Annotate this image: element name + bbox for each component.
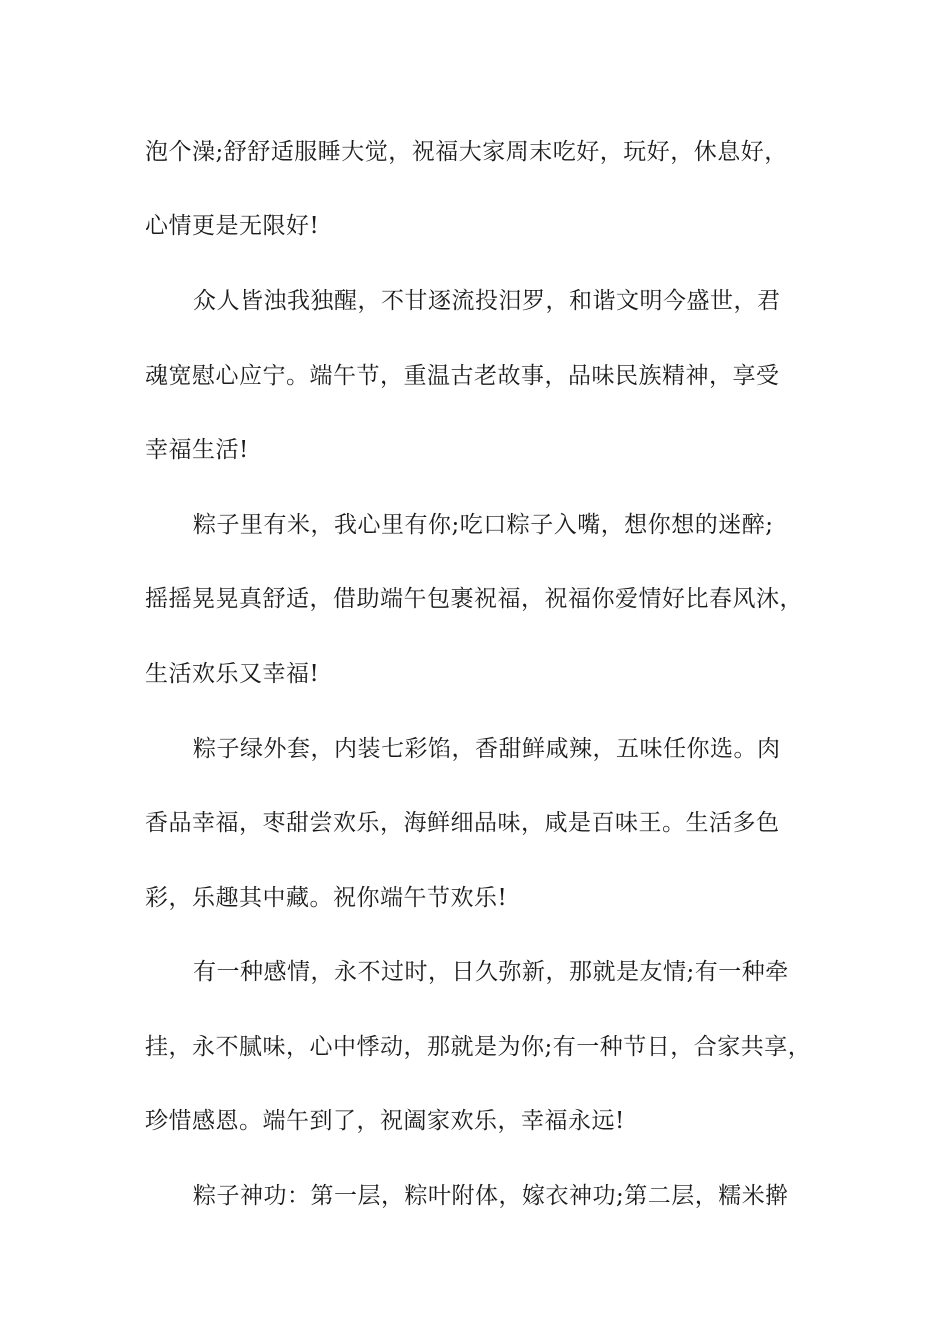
text-line: 珍惜感恩。端午到了，祝阖家欢乐，幸福永远! — [145, 1108, 625, 1134]
paragraph-start-line: 有一种感情，永不过时，日久弥新，那就是友情;有一种牵 — [193, 959, 789, 985]
text-line: 彩，乐趣其中藏。祝你端午节欢乐! — [145, 885, 508, 911]
paragraph-start-line: 粽子绿外套，内装七彩馅，香甜鲜咸辣，五味任你选。肉 — [193, 736, 781, 762]
text-line: 魂宽慰心应宁。端午节，重温古老故事，品味民族精神，享受 — [145, 363, 780, 389]
text-line: 摇摇晃晃真舒适，借助端午包裹祝福，祝福你爱情好比春风沐， — [145, 586, 803, 612]
paragraph-start-line: 众人皆浊我独醒，不甘逐流投汨罗，和谐文明今盛世，君 — [193, 288, 781, 314]
text-line: 心情更是无限好! — [145, 213, 320, 239]
text-line: 挂，永不腻味，心中悸动，那就是为你;有一种节日，合家共享， — [145, 1034, 812, 1060]
text-line: 香品幸福，枣甜尝欢乐，海鲜细品味，咸是百味王。生活多色 — [145, 810, 780, 836]
paragraph-start-line: 粽子里有米，我心里有你;吃口粽子入嘴，想你想的迷醉; — [193, 512, 774, 538]
paragraph-start-line: 粽子神功：第一层，粽叶附体，嫁衣神功;第二层，糯米擀 — [193, 1183, 789, 1209]
text-line: 生活欢乐又幸福! — [145, 661, 320, 687]
text-line: 泡个澡;舒舒适服睡大觉，祝福大家周末吃好，玩好，休息好， — [145, 139, 788, 165]
text-line: 幸福生活! — [145, 437, 249, 463]
